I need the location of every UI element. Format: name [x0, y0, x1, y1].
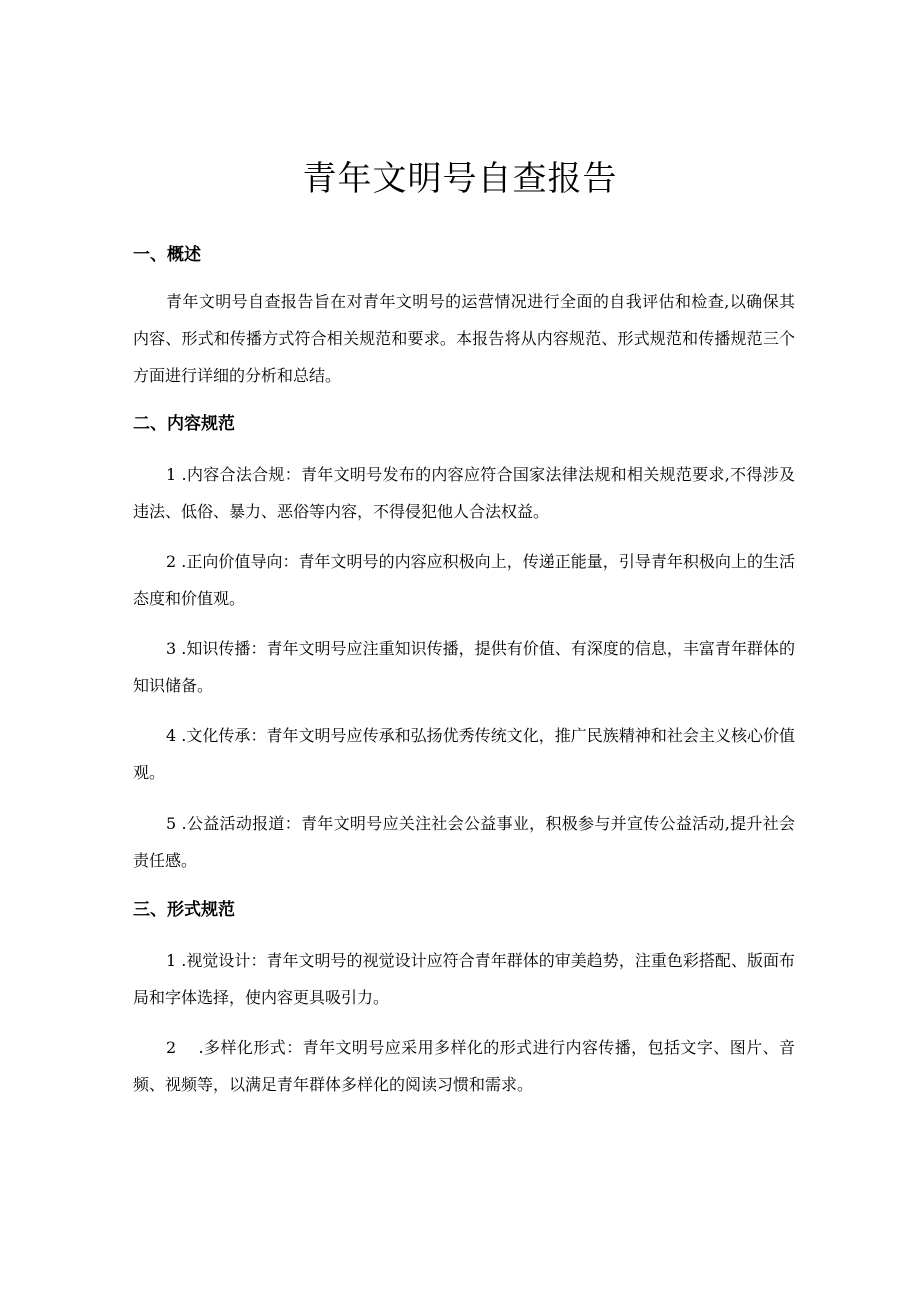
paragraph-form-1: 1 .视觉设计：青年文明号的视觉设计应符合青年群体的审美趋势，注重色彩搭配、版面布局和字体选择，使内容更具吸引力。 [133, 951, 795, 1007]
paragraph-content-3: 3 .知识传播：青年文明号应注重知识传播，提供有价值、有深度的信息，丰富青年群体的知识储备。 [133, 639, 795, 695]
section-heading-overview: 一、概述 [133, 245, 201, 265]
section-heading-form-norms: 三、形式规范 [133, 900, 235, 920]
paragraph-overview: 青年文明号自查报告旨在对青年文明号的运营情况进行全面的自我评估和检查,以确保其内容、形式和传播方式符合相关规范和要求。本报告将从内容规范、形式规范和传播规范三个方面进行详细的分析和总结。 [133, 292, 795, 385]
paragraph-content-5: 5 .公益活动报道：青年文明号应关注社会公益事业，积极参与并宣传公益活动,提升社会责任感。 [133, 814, 795, 870]
section-heading-content-norms: 二、内容规范 [133, 414, 235, 434]
paragraph-form-2: 2 .多样化形式：青年文明号应采用多样化的形式进行内容传播，包括文字、图片、音频、视频等，以满足青年群体多样化的阅读习惯和需求。 [133, 1038, 795, 1094]
paragraph-content-2: 2 .正向价值导向：青年文明号的内容应积极向上，传递正能量，引导青年积极向上的生活态度和价值观。 [133, 552, 795, 608]
paragraph-content-4: 4 .文化传承：青年文明号应传承和弘扬优秀传统文化，推广民族精神和社会主义核心价值观。 [133, 726, 795, 782]
paragraph-content-1: 1 .内容合法合规：青年文明号发布的内容应符合国家法律法规和相关规范要求,不得涉及违法、低俗、暴力、恶俗等内容，不得侵犯他人合法权益。 [133, 465, 795, 521]
document-title: 青年文明号自查报告 [302, 159, 618, 199]
